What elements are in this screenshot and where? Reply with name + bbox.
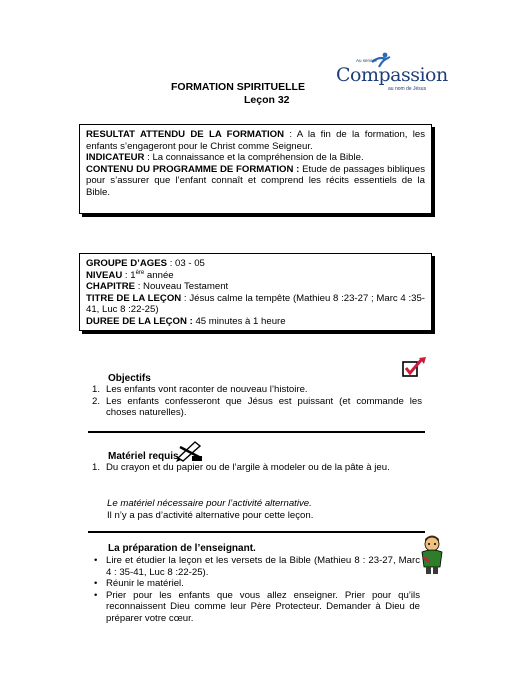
- preparation-title: La préparation de l’enseignant.: [108, 543, 256, 554]
- bullet: •: [94, 555, 98, 566]
- program-content: [86, 164, 425, 199]
- section-divider: [88, 431, 425, 433]
- lesson-title-text: : Jésus calme la tempête (Mathieu 8 :23-27 ; Marc 4 :35-41, Luc 8 :22-25): [86, 292, 425, 316]
- expected-result-text: : A la fin de la formation, les enfants s’engageront pour le Christ comme Seigneur.: [86, 129, 425, 152]
- alternative-activity-text: Il n’y a pas d’activité alternative pour cette leçon.: [107, 510, 314, 521]
- objectives-title: Objectifs: [108, 373, 151, 384]
- material-item: [92, 462, 422, 474]
- bullet: •: [94, 589, 98, 601]
- section-divider: [88, 531, 425, 533]
- preparation-item: [92, 578, 420, 590]
- preparation-text: Prier pour les enfants que vous allez enseigner. Prier pour qu’ils reconnaissent Dieu comme leur Père Protecteur. Demander à Dieu de préparer votre cœur.: [106, 589, 420, 624]
- training-goals-box: [79, 124, 432, 214]
- bullet: •: [94, 578, 98, 590]
- lesson-title: [86, 293, 425, 316]
- objective-number: 2.: [92, 395, 101, 407]
- lesson-number: Leçon 32: [244, 94, 290, 106]
- chapter-text: : Nouveau Testament: [135, 281, 229, 293]
- level: [86, 270, 425, 282]
- level-label: NIVEAU: [86, 269, 123, 281]
- level-text: : 1: [122, 269, 136, 281]
- preparation-item: [92, 555, 420, 578]
- objective-text: Les enfants vont raconter de nouveau l’histoire.: [106, 384, 308, 395]
- indicator-label: INDICATEUR: [86, 152, 145, 164]
- logo-brand: Compassion: [336, 64, 448, 86]
- pencil-icon: [175, 438, 205, 462]
- person-icon: [417, 535, 447, 575]
- material-number: 1.: [92, 462, 101, 473]
- lesson-info-box: [79, 253, 432, 331]
- lesson-duration: [86, 316, 425, 328]
- preparation-text: Lire et étudier la leçon et les versets de la Bible (Mathieu 8 : 23-27, Marc 4 : 35-41, Luc 8 :22-25).: [106, 555, 420, 578]
- chapter: [86, 281, 425, 293]
- level-sup: ère: [135, 269, 145, 276]
- age-group: [86, 258, 425, 270]
- preparation-list: [92, 555, 420, 625]
- checkbox-icon: [402, 356, 428, 378]
- age-group-label: GROUPE D’AGES: [86, 258, 168, 269]
- lesson-title-label: TITRE DE LA LEÇON: [86, 292, 182, 304]
- preparation-item: [92, 590, 420, 625]
- logo-tagline: au nom de Jésus: [388, 86, 427, 92]
- program-content-text: Etude de passages bibliques pour s’assurer que l’enfant connaît et comprend les récits essentiels de la Bible.: [86, 163, 426, 198]
- expected-result-label: RESULTAT ATTENDU DE LA FORMATION: [86, 129, 285, 140]
- alternative-materials-note: Le matériel nécessaire pour l’activité alternative.: [107, 498, 312, 509]
- objectives-list: [92, 384, 422, 419]
- chapter-label: CHAPITRE: [86, 281, 136, 293]
- materials-list: [92, 462, 422, 474]
- objective-item: [92, 384, 422, 396]
- preparation-text: Réunir le matériel.: [106, 578, 184, 590]
- material-text: Du crayon et du papier ou de l’argile à modeler ou de la pâte à jeu.: [106, 462, 390, 473]
- age-group-text: : 03 - 05: [167, 258, 205, 269]
- materials-title: Matériel requis: [108, 451, 179, 462]
- document-title: FORMATION SPIRITUELLE: [171, 81, 305, 93]
- expected-result: [86, 129, 425, 152]
- lesson-duration-label: DUREE DE LA LEÇON :: [86, 315, 193, 327]
- logo-small-text: Au service: [356, 58, 378, 63]
- indicator-text: : La connaissance et la compréhension de la Bible.: [144, 152, 364, 164]
- indicator: [86, 152, 425, 164]
- lesson-duration-text: 45 minutes à 1 heure: [192, 315, 286, 327]
- objective-number: 1.: [92, 384, 101, 395]
- compassion-logo: [330, 52, 448, 100]
- program-content-label: CONTENU DU PROGRAMME DE FORMATION :: [86, 163, 300, 175]
- level-text-end: année: [144, 269, 174, 281]
- objective-item: [92, 396, 422, 419]
- objective-text: Les enfants confesseront que Jésus est puissant (et commande les choses naturelles).: [106, 395, 422, 419]
